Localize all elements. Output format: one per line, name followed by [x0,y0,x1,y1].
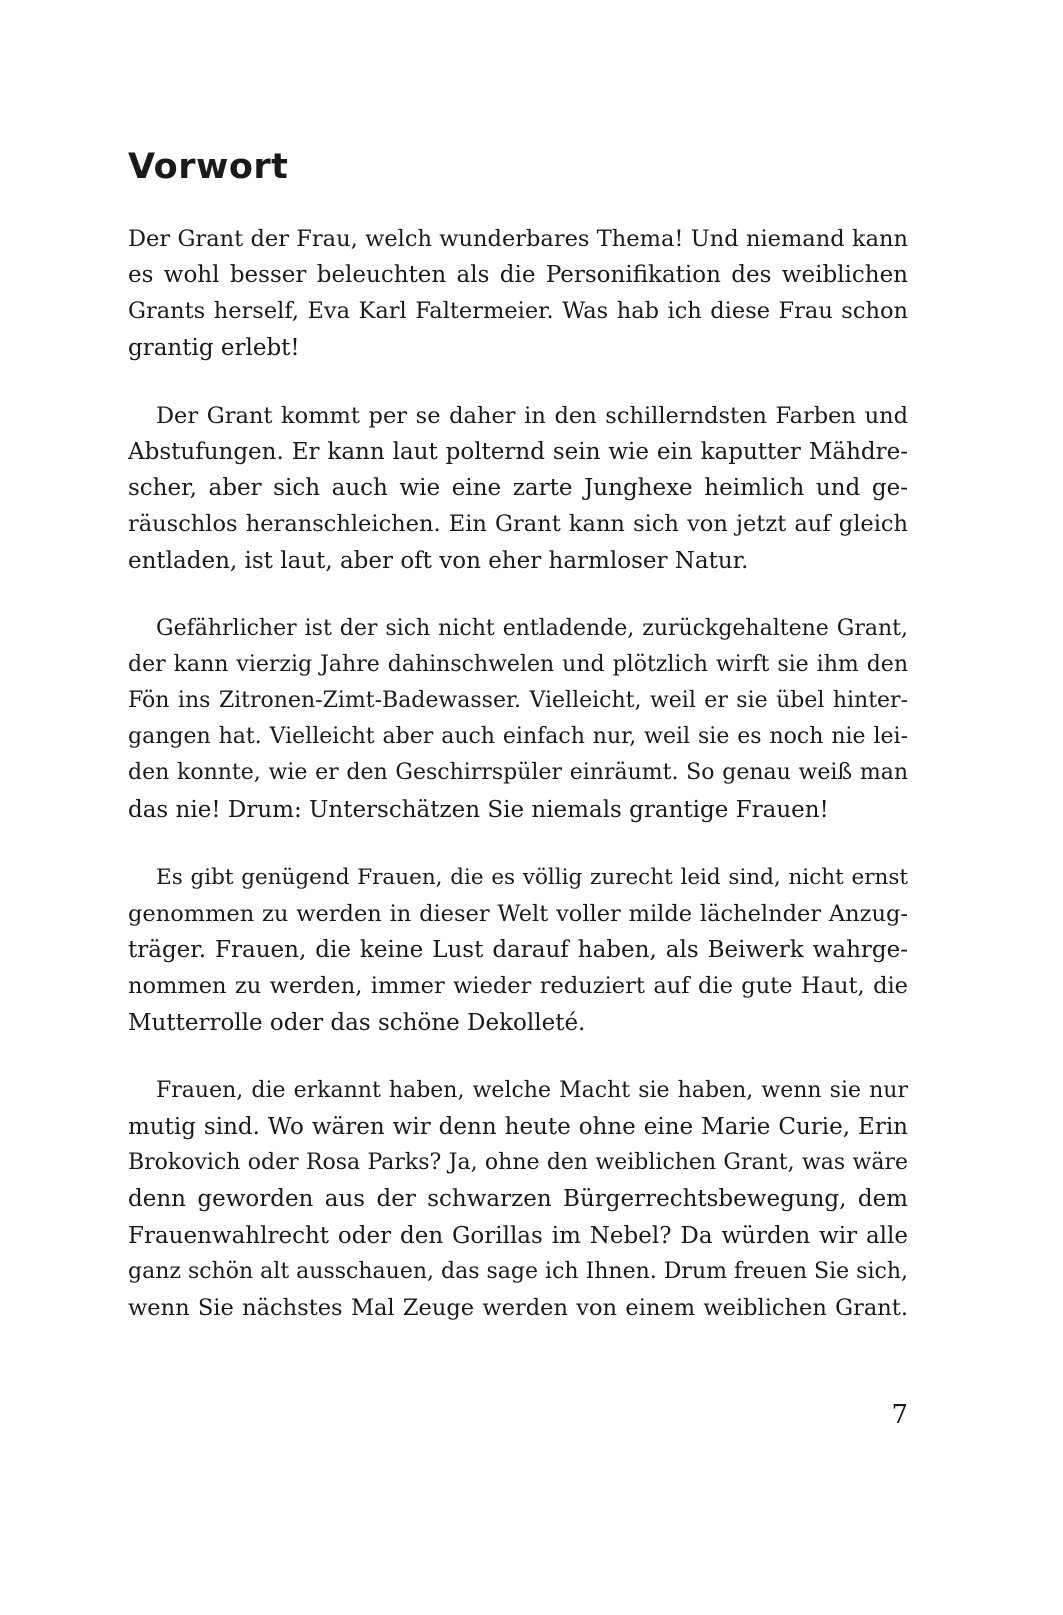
text-line: den konnte, wie er den Geschirrspüler einräumt. So genau weiß man [128,760,908,786]
text-line: Mutterrolle oder das schöne Dekolleté. [128,1009,586,1036]
text-line: grantig erlebt! [128,334,300,361]
text-line: entladen, ist laut, aber oft von eher harmloser Natur. [128,547,749,574]
text-line: träger. Frauen, die keine Lust darauf haben, als Beiwerk wahrge- [128,937,908,964]
text-line: der kann vierzig Jahre dahinschwelen und plötzlich wirft sie ihm den [128,651,908,677]
text-line: denn geworden aus der schwarzen Bürgerrechtsbewegung, dem [128,1186,908,1213]
text-line: nommen zu werden, immer wieder reduziert auf die gute Haut, die [128,973,908,1000]
text-line: wenn Sie nächstes Mal Zeuge werden von einem weiblichen Grant. [128,1294,908,1321]
text-line: Fön ins Zitronen-Zimt-Badewasser. Vielleicht, weil er sie übel hinter- [128,688,908,714]
page-number: 7 [891,1400,908,1430]
chapter-title: Vorwort [128,147,289,187]
text-line: Brokovich oder Rosa Parks? Ja, ohne den weiblichen Grant, was wäre [128,1150,908,1176]
text-line: Frauenwahlrecht oder den Gorillas im Nebel? Da würden wir alle [128,1222,908,1249]
text-line: Grants herself, Eva Karl Faltermeier. Was hab ich diese Frau schon [128,298,908,325]
text-line: mutig sind. Wo wären wir denn heute ohne eine Marie Curie, Erin [128,1113,908,1140]
paragraph [128,611,908,828]
text-line: Es gibt genügend Frauen, die es völlig zurecht leid sind, nicht ernst [156,864,908,890]
paragraph [128,860,908,1041]
text-line: Der Grant der Frau, welch wunderbares Thema! Und niemand kann [128,226,908,252]
text-line: Frauen, die erkannt haben, welche Macht sie haben, wenn sie nur [156,1077,908,1103]
text-line: Der Grant kommt per se daher in den schillerndsten Farben und [156,402,908,429]
text-line: gangen hat. Vielleicht aber auch einfach nur, weil sie es noch nie lei- [128,724,908,750]
text-line: ganz schön alt ausschauen, das sage ich Ihnen. Drum freuen Sie sich, [128,1258,908,1284]
paragraph [128,221,908,366]
text-line: scher, aber sich auch wie eine zarte Junghexe heimlich und ge- [128,475,908,502]
body-text [128,221,908,1326]
text-line: genommen zu werden in dieser Welt voller milde lächelnder Anzug- [128,901,908,927]
text-line: das nie! Drum: Unterschätzen Sie niemals grantige Frauen! [128,796,829,823]
text-line: räuschlos heranschleichen. Ein Grant kann sich von jetzt auf gleich [128,511,908,538]
text-line: Gefährlicher ist der sich nicht entladende, zurückgehaltene Grant, [156,615,908,641]
text-line: Abstufungen. Er kann laut polternd sein wie ein kaputter Mähdre- [128,438,908,465]
paragraph [128,1073,908,1326]
text-line: es wohl besser beleuchten als die Personifikation des weiblichen [128,262,908,289]
paragraph [128,398,908,579]
